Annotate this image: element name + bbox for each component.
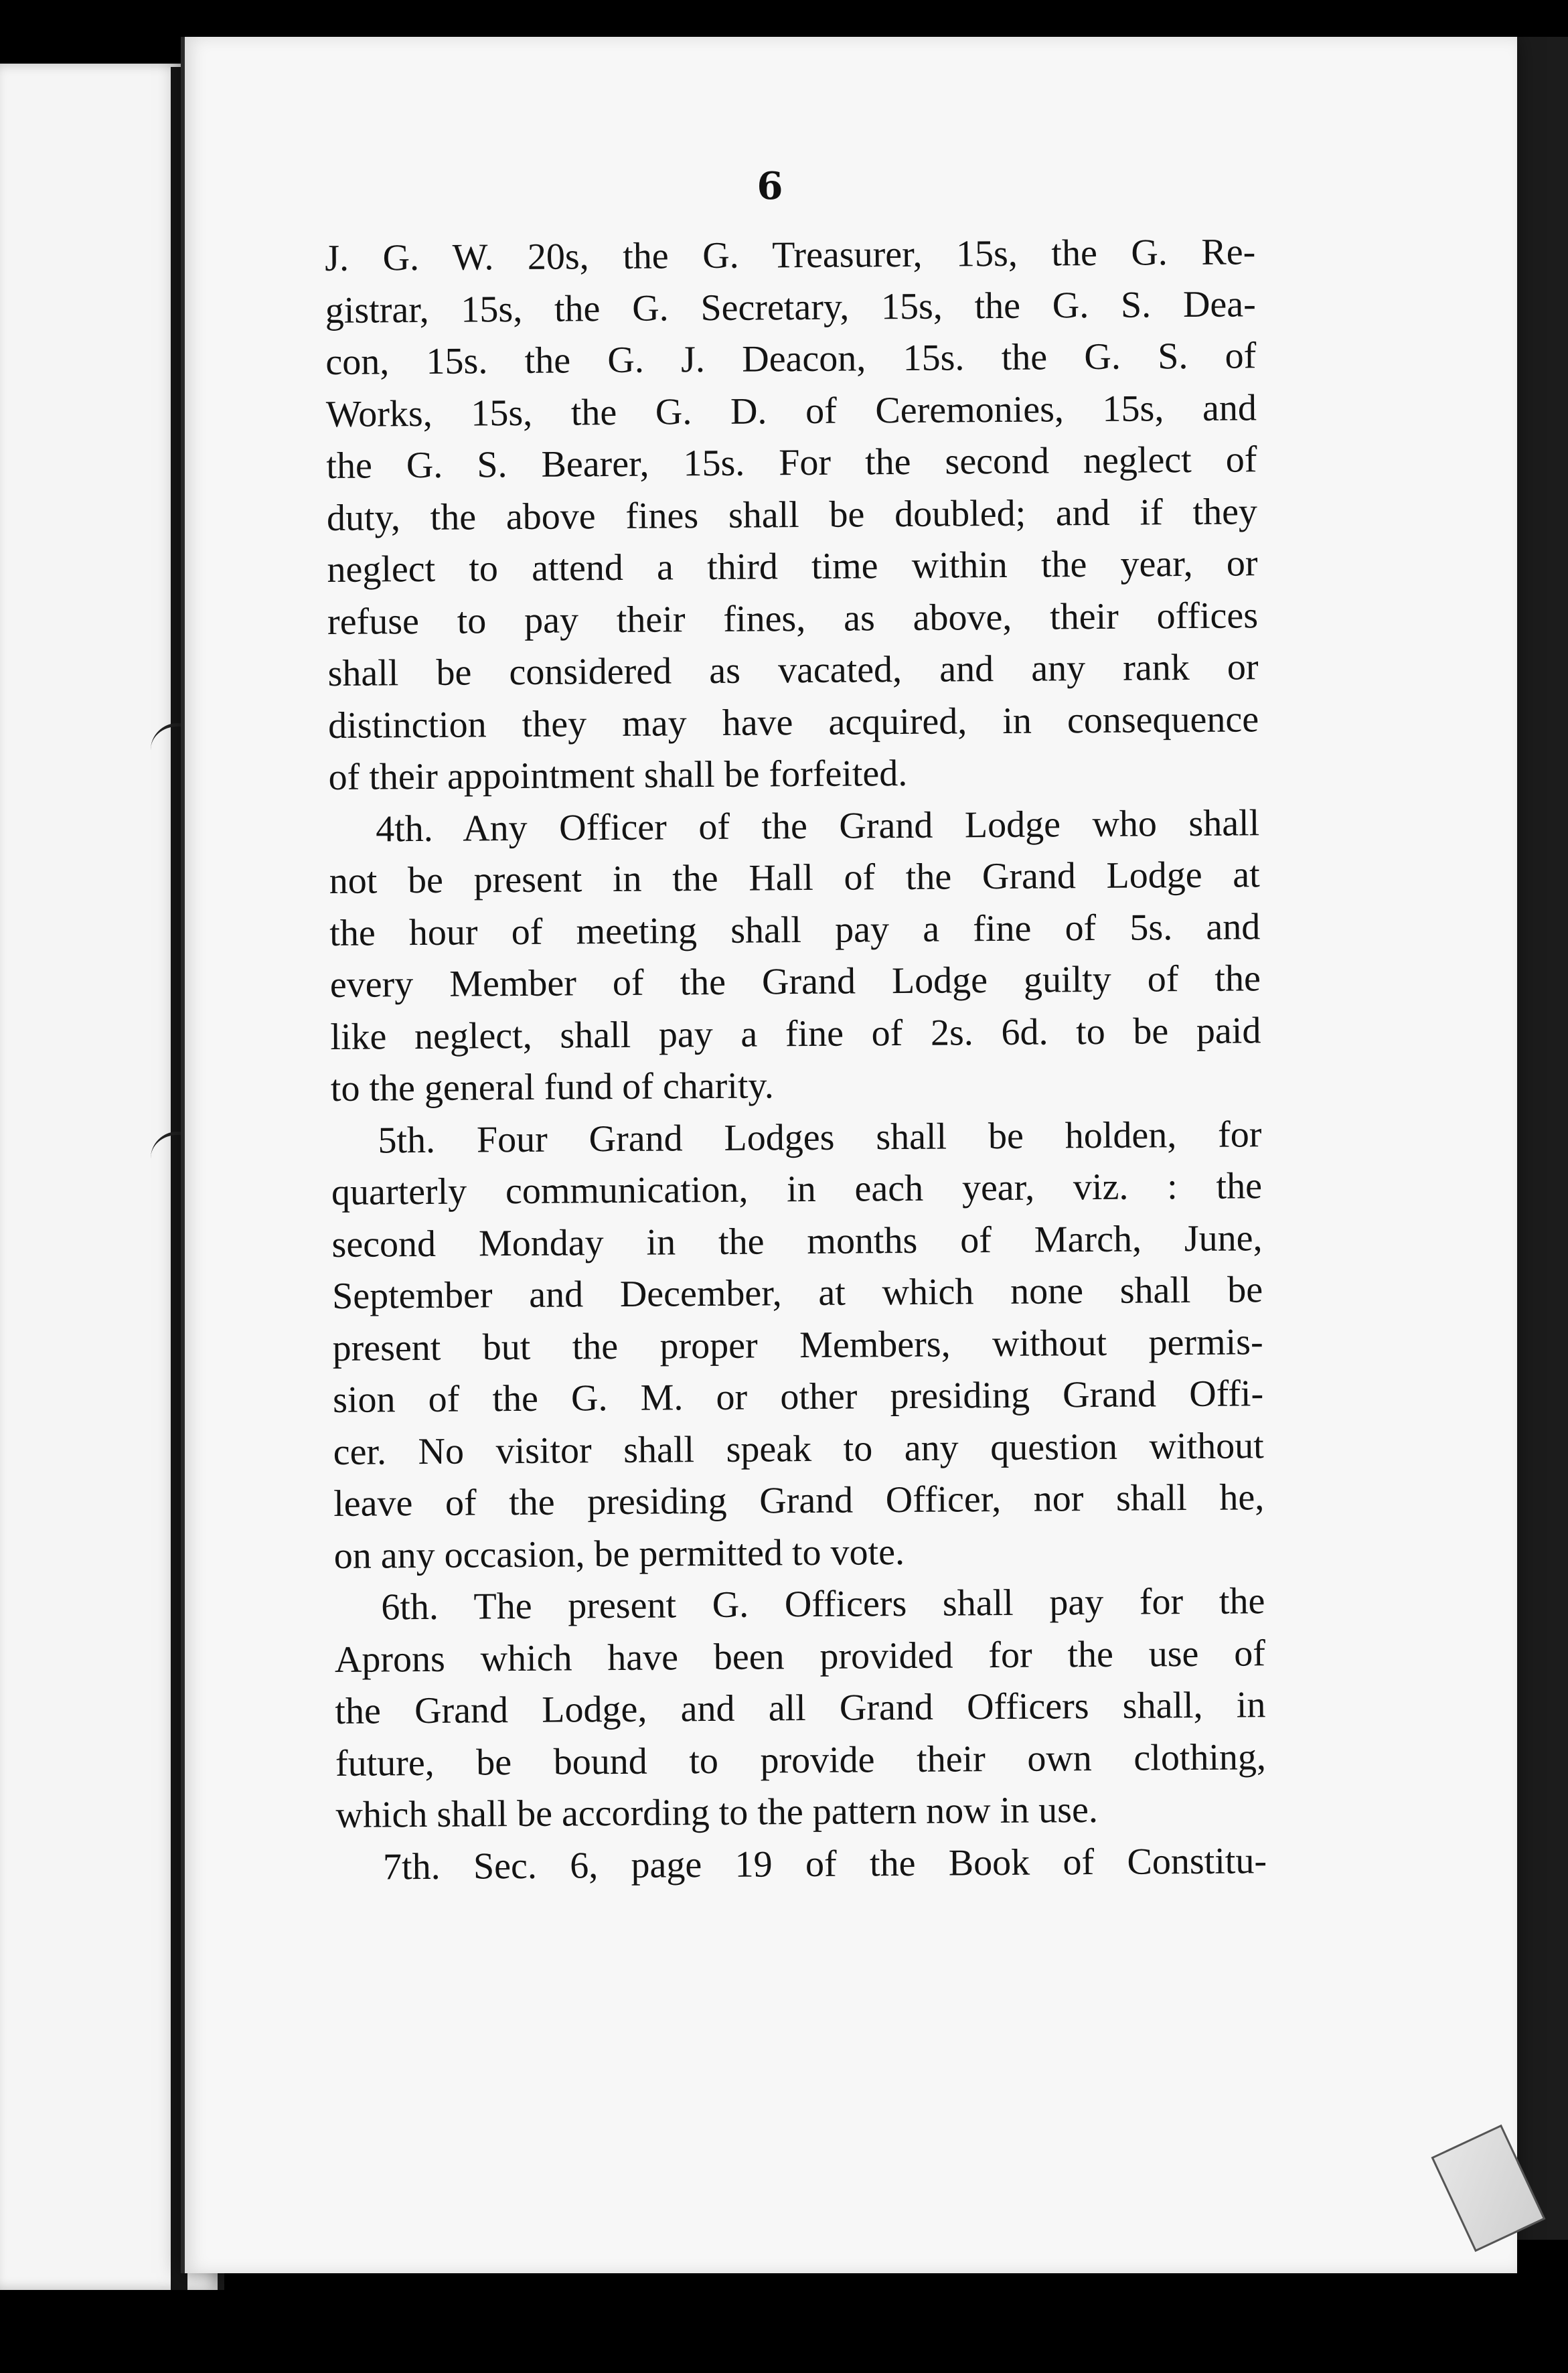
text-line: the hour of meeting shall pay a fine of 5s. and [329, 905, 1261, 954]
text-line: cer. No visitor shall speak to any question without [333, 1424, 1264, 1473]
text-line: duty, the above fines shall be doubled; and if they [326, 490, 1258, 539]
text-line: the Grand Lodge, and all Grand Officers shall, in [335, 1684, 1266, 1732]
text-line: of their appointment shall be forfeited. [328, 752, 908, 798]
text-line: 6th. The present G. Officers shall pay for the [381, 1580, 1265, 1628]
text-line: to the general fund of charity. [330, 1065, 775, 1109]
text-line: shall be considered as vacated, and any rank or [327, 646, 1259, 694]
text-line: future, be bound to provide their own clothing, [335, 1736, 1267, 1784]
text-line: J. G. W. 20s, the G. Treasurer, 15s, the G. Re- [325, 231, 1256, 279]
text-line: second Monday in the months of March, June, [331, 1217, 1263, 1266]
text-line: on any occasion, be permitted to vote. [333, 1531, 905, 1577]
text-line: which shall be according to the pattern now in use. [335, 1788, 1099, 1836]
text-line: every Member of the Grand Lodge guilty of the [329, 958, 1261, 1006]
text-line: Aprons which have been provided for the use of [334, 1632, 1266, 1681]
text-line: 7th. Sec. 6, page 19 of the Book of Constitu- [382, 1839, 1267, 1888]
page-body-text [325, 226, 1267, 1894]
text-line: sion of the G. M. or other presiding Grand Offi- [332, 1373, 1264, 1421]
text-line: 5th. Four Grand Lodges shall be holden, for [378, 1113, 1262, 1161]
text-line: the G. S. Bearer, 15s. For the second neglect of [326, 439, 1257, 487]
text-line: gistrar, 15s, the G. Secretary, 15s, the G. S. Dea- [325, 283, 1256, 331]
text-line: refuse to pay their fines, as above, their offices [327, 594, 1259, 643]
text-line: present but the proper Members, without permis- [332, 1320, 1263, 1369]
text-line: quarterly communication, in each year, viz. : the [331, 1165, 1263, 1213]
text-line: con, 15s. the G. J. Deacon, 15s. the G. S. of [325, 335, 1257, 383]
text-line: Works, 15s, the G. D. of Ceremonies, 15s, and [325, 386, 1257, 435]
text-line: not be present in the Hall of the Grand Lodge at [329, 854, 1260, 902]
page-number: 6 [757, 164, 783, 208]
text-line: September and December, at which none shall be [331, 1269, 1263, 1317]
text-line: leave of the presiding Grand Officer, nor shall he, [333, 1476, 1265, 1525]
text-line: 4th. Any Officer of the Grand Lodge who shall [375, 801, 1260, 850]
text-line: distinction they may have acquired, in consequence [327, 698, 1259, 747]
text-line: like neglect, shall pay a fine of 2s. 6d. to be paid [330, 1009, 1261, 1058]
text-line: neglect to attend a third time within the year, or [327, 542, 1258, 591]
